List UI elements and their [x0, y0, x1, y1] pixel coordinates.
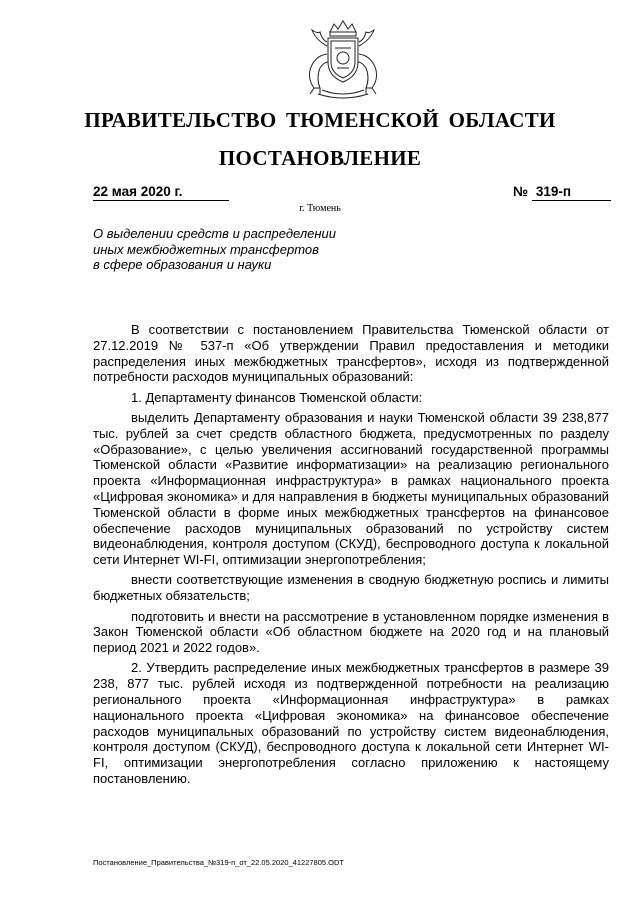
number-label: № — [513, 184, 529, 199]
paragraph-item-1: 1. Департаменту финансов Тюменской области: — [131, 389, 423, 405]
document-number — [513, 184, 611, 201]
document-body — [93, 322, 609, 791]
subject-line: иных межбюджетных трансфертов — [93, 241, 319, 257]
subject-line: О выделении средств и распределении — [93, 226, 337, 241]
document-subject — [93, 226, 413, 273]
paragraph-item-2: 2. Утвердить распределение иных межбюджетных трансфертов в размере 39 238, 877 тыс. рублей исходя из подтвержденной потребности на реализацию регионального проекта «Информационная инфраструктура» в рамках национального проекта «Цифровая экономика» на финансовое обеспечение расходов муниципальных образований по устройству систем видеонаблюдения, контроля доступом (СКУД), беспроводного доступа к локальной сети Интернет WI-FI, оптимизации энергопотребления согласно приложению к настоящему постановлению. — [93, 660, 609, 787]
paragraph-subitem: подготовить и внести на рассмотрение в установленном порядке изменения в Закон Тюменской области «Об областном бюджете на 2020 год и на плановый период 2021 и 2022 годов». — [93, 608, 609, 656]
paragraph-preamble: В соответствии с постановлением Правительства Тюменской области от 27.12.2019 № 537-п «Об утверждении Правил предоставления и методики распределения иных межбюджетных трансфертов», исходя из подтвержденной потребности расходов муниципальных образований: — [93, 322, 609, 385]
paragraph-subitem: внести соответствующие изменения в сводную бюджетную роспись и лимиты бюджетных обязательств; — [93, 572, 609, 604]
paragraph-subitem: выделить Департаменту образования и науки Тюменской области 39 238,877 тыс. рублей за счет средств областного бюджета, предусмотренных по разделу «Образование», с целью увеличения ассигнований государственной программы Тюменской области «Развитие информатизации» на реализацию регионального проекта «Информационная инфраструктура» в рамках национального проекта «Цифровая экономика» и для направления в бюджеты муниципальных образований Тюменской области в форме иных межбюджетных трансфертов на финансовое обеспечение расходов муниципальных образований по устройству систем видеонаблюдения, контроля доступом (СКУД), беспроводного доступа к локальной сети Интернет WI-FI, оптимизации энергопотребления; — [93, 409, 609, 568]
coat-of-arms-icon — [300, 18, 386, 104]
number-value: 319-п — [532, 184, 611, 201]
city: г. Тюмень — [299, 203, 341, 214]
file-name-footer: Постановление_Правительства_№319-п_от_22.05.2020_41227805.ODT — [93, 858, 344, 867]
subject-line: в сфере образования и науки — [93, 257, 272, 272]
government-title: ПРАВИТЕЛЬСТВО ТЮМЕНСКОЙ ОБЛАСТИ — [84, 108, 556, 132]
document-type: ПОСТАНОВЛЕНИЕ — [218, 146, 422, 170]
document-date: 22 мая 2020 г. — [93, 184, 229, 201]
